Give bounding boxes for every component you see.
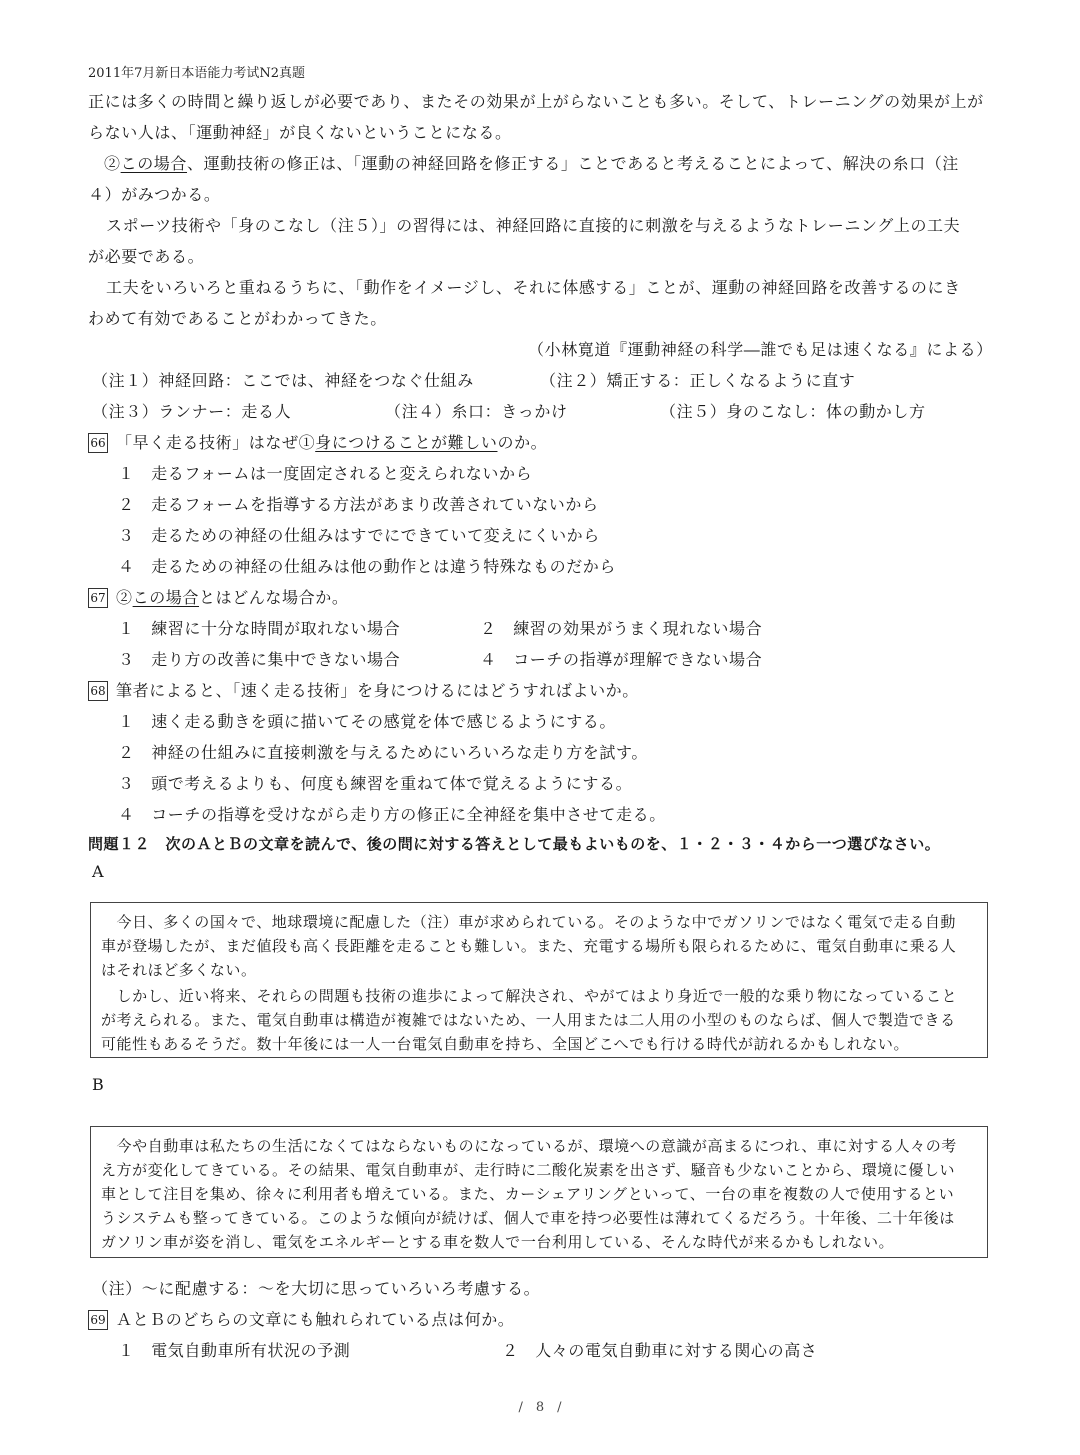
passage-line: ４）がみつかる。 xyxy=(88,185,221,204)
text-a-line: 今日、多くの国々で、地球環境に配慮した（注）車が求められている。そのような中でガソリンではなく電気で走る自動 xyxy=(101,913,956,931)
answer-option[interactable]: ２ 人々の電気自動車に対する関心の高さ xyxy=(502,1341,818,1360)
passage-source: （小林寛道『運動神経の科学―誰でも足は速くなる』による） xyxy=(528,340,993,359)
passage-line: 工夫をいろいろと重ねるうちに、「動作をイメージし、それに体感する」ことが、運動の神経回路を改善するのにき xyxy=(106,278,961,297)
question-number: 66 xyxy=(88,433,108,453)
underlined-phrase: 身につけることが難しい xyxy=(315,433,498,452)
answer-option[interactable]: １ 走るフォームは一度固定されると変えられないから xyxy=(118,464,533,483)
answer-option[interactable]: ４ 走るための神経の仕組みは他の動作とは違う特殊なものだから xyxy=(118,557,617,576)
exam-header: 2011年7月新日本语能力考试N2真题 xyxy=(88,66,306,81)
passage-line: わめて有効であることがわかってきた。 xyxy=(88,309,387,328)
question-66-stem: 66 「早く走る技術」はなぜ①身につけることが難しいのか。 xyxy=(88,430,547,453)
answer-option[interactable]: １ 速く走る動きを頭に描いてその感覚を体で感じるようにする。 xyxy=(118,712,617,731)
underlined-phrase: この場合 xyxy=(120,154,188,173)
question-67-stem: 67 ②この場合とはどんな場合か。 xyxy=(88,585,348,608)
passage-line: スポーツ技術や「身のこなし（注５）」の習得には、神経回路に直接的に刺激を与えるようなトレーニング上の工夫 xyxy=(106,216,961,235)
section-heading: 問題１２ 次のＡとＢの文章を読んで、後の問に対する答えとして最もよいものを、１・２・３・４から一つ選びなさい。 xyxy=(88,835,941,853)
footnote: （注５）身のこなし：体の動かし方 xyxy=(660,402,926,421)
answer-option[interactable]: ２ 走るフォームを指導する方法があまり改善されていないから xyxy=(118,495,599,514)
answer-option[interactable]: １ 練習に十分な時間が取れない場合 xyxy=(118,619,401,638)
text-a-line: が考えられる。また、電気自動車は構造が複雑ではないため、一人用または二人用の小型のものならば、個人で製造できる xyxy=(101,1011,956,1029)
passage-line: ②この場合、運動技術の修正は、「運動の神経回路を修正する」ことであると考えることによって、解決の糸口（注 xyxy=(104,154,959,173)
question-68-stem: 68 筆者によると、「速く走る技術」を身につけるにはどうすればよいか。 xyxy=(88,678,639,701)
question-number: 67 xyxy=(88,588,108,608)
text-a-line: 車が登場したが、まだ値段も高く長距離を走ることも難しい。また、充電する場所も限られるために、電気自動車に乗る人 xyxy=(101,937,957,955)
answer-option[interactable]: ２ 神経の仕組みに直接刺激を与えるためにいろいろな走り方を試す。 xyxy=(118,743,648,762)
footnote: （注）～に配慮する：～を大切に思っていろいろ考慮する。 xyxy=(92,1279,541,1298)
answer-option[interactable]: ３ 頭で考えるよりも、何度も練習を重ねて体で覚えるようにする。 xyxy=(118,774,633,793)
text-a-box xyxy=(90,902,988,1058)
page-number: / 8 / xyxy=(518,1400,562,1415)
passage-line: が必要である。 xyxy=(88,247,205,266)
footnote: （注１）神経回路：ここでは、神経をつなぐ仕組み xyxy=(92,371,474,390)
answer-option[interactable]: ４ コーチの指導が理解できない場合 xyxy=(480,650,763,669)
text-a-line: しかし、近い将来、それらの問題も技術の進歩によって解決され、やがてはより身近で一般的な乗り物になっていること xyxy=(101,987,958,1005)
question-number: 69 xyxy=(88,1310,108,1330)
answer-option[interactable]: ３ 走るための神経の仕組みはすでにできていて変えにくいから xyxy=(118,526,600,545)
answer-option[interactable]: １ 電気自動車所有状況の予測 xyxy=(118,1341,351,1360)
text-b-line: 車として注目を集め、徐々に利用者も増えている。また、カーシェアリングといって、一台の車を複数の人で使用するとい xyxy=(101,1185,955,1203)
answer-option[interactable]: ３ 走り方の改善に集中できない場合 xyxy=(118,650,401,669)
text-b-line: え方が変化してきている。その結果、電気自動車が、走行時に二酸化炭素を出さず、騒音も少ないことから、環境に優しい xyxy=(101,1161,956,1179)
text-b-label: B xyxy=(92,1075,105,1094)
text-b-line: 今や自動車は私たちの生活になくてはならないものになっているが、環境への意識が高まるにつれ、車に対する人々の考 xyxy=(101,1137,957,1155)
underlined-phrase: この場合 xyxy=(132,588,200,607)
question-69-stem: 69 ＡとＢのどちらの文章にも触れられている点は何か。 xyxy=(88,1307,514,1330)
footnote: （注４）糸口：きっかけ xyxy=(385,402,568,421)
text-a-line: はそれほど多くない。 xyxy=(101,961,257,979)
footnote: （注３）ランナー：走る人 xyxy=(92,402,292,421)
passage-line: 正には多くの時間と繰り返しが必要であり、またその効果が上がらないことも多い。そして、トレーニングの効果が上が xyxy=(88,92,984,111)
passage-line: らない人は、「運動神経」が良くないということになる。 xyxy=(88,123,512,142)
answer-option[interactable]: ２ 練習の効果がうまく現れない場合 xyxy=(480,619,763,638)
text-a-line: 可能性もあるそうだ。数十年後には一人一台電気自動車を持ち、全国どこへでも行ける時代が訪れるかもしれない。 xyxy=(101,1035,910,1053)
question-number: 68 xyxy=(88,681,108,701)
text-a-label: A xyxy=(92,862,105,881)
text-b-line: うシステムも整ってきている。このような傾向が続けば、個人で車を持つ必要性は薄れてくるだろう。十年後、二十年後は xyxy=(101,1209,955,1227)
text-b-line: ガソリン車が姿を消し、電気をエネルギーとする車を数人で一台利用している、そんな時代が来るかもしれない。 xyxy=(101,1233,895,1251)
footnote: （注２）矯正する：正しくなるように直す xyxy=(540,371,856,390)
text-b-box xyxy=(90,1126,988,1258)
answer-option[interactable]: ４ コーチの指導を受けながら走り方の修正に全神経を集中させて走る。 xyxy=(118,805,666,824)
